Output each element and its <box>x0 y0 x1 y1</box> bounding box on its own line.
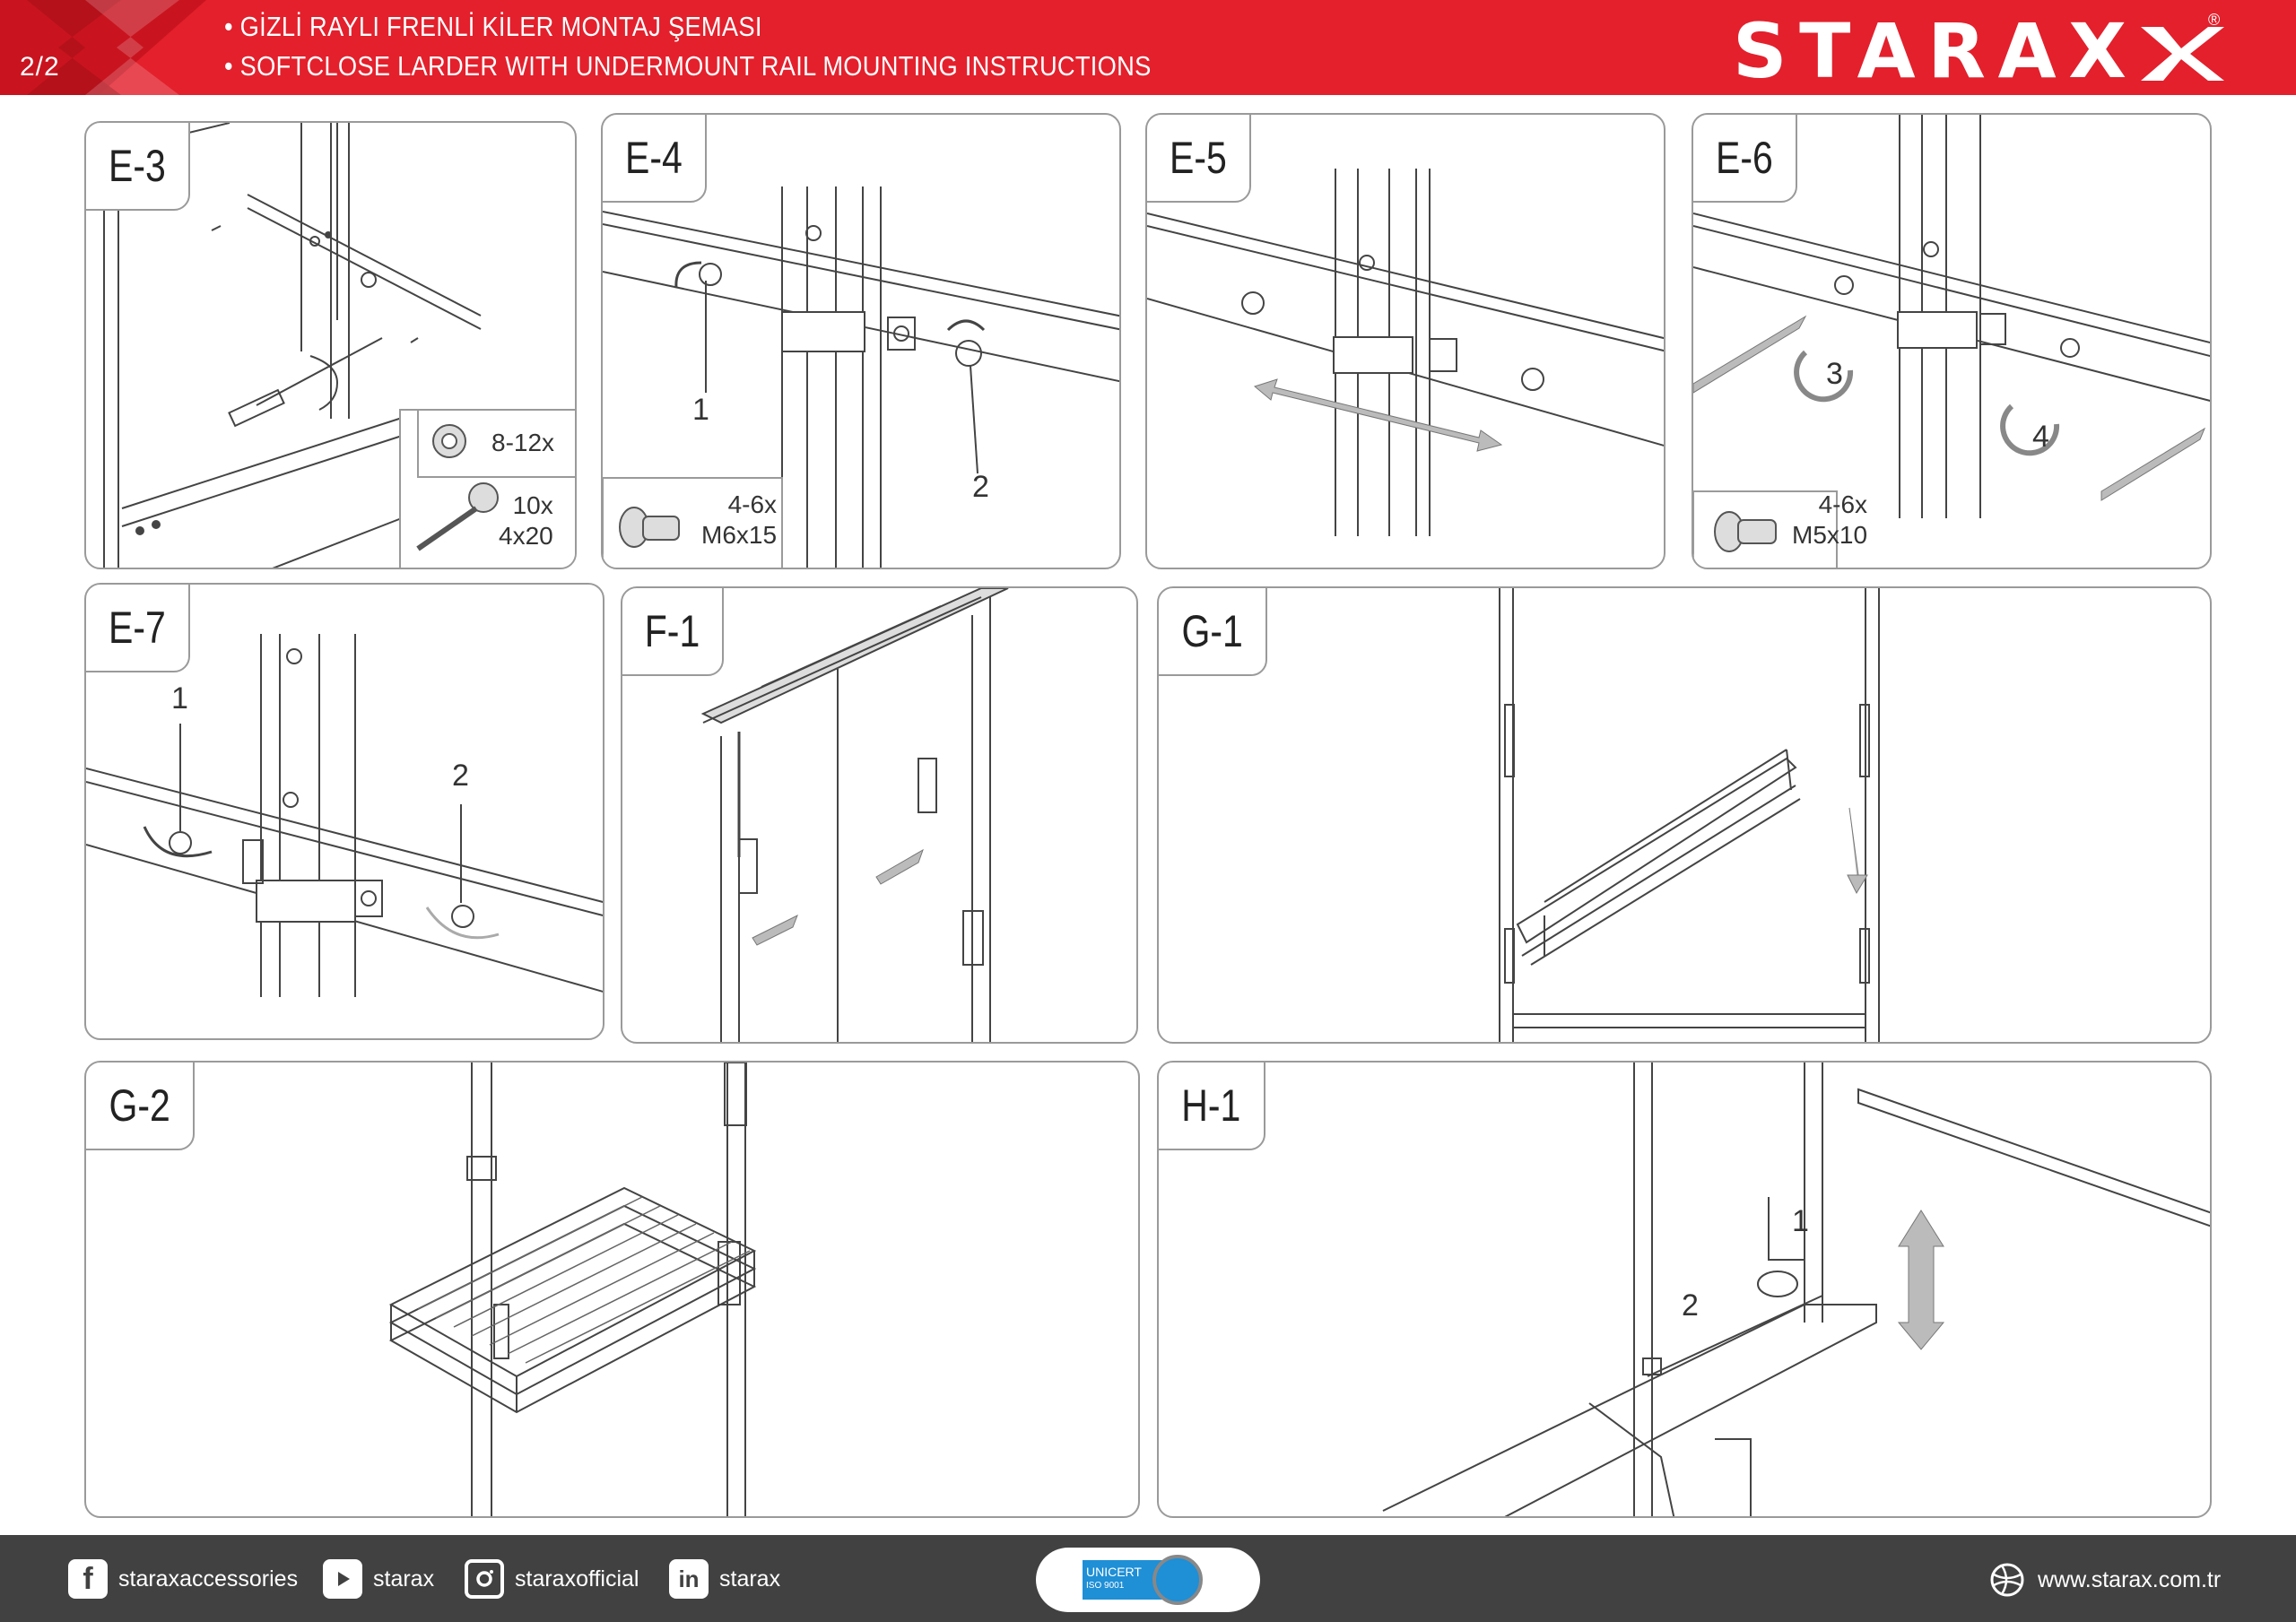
panel-h1 <box>1157 1061 2212 1518</box>
youtube-icon <box>323 1559 362 1599</box>
h1-step-2: 2 <box>1682 1288 1699 1323</box>
facebook-icon: f <box>68 1559 108 1599</box>
e3-washer-qty: 8-12x <box>491 429 555 456</box>
panel-label: E-3 <box>84 121 190 211</box>
panel-label: F-1 <box>621 586 724 676</box>
iso-certificate-badge <box>1036 1548 1260 1612</box>
panel-e3 <box>84 121 577 569</box>
title-turkish: • GİZLİ RAYLI FRENLİ KİLER MONTAJ ŞEMASI <box>224 11 762 42</box>
youtube-handle: starax <box>373 1566 435 1592</box>
e6-screw-spec: 4-6x M5x10 <box>1792 490 1868 549</box>
linkedin-link[interactable] <box>669 1558 780 1600</box>
panel-e5 <box>1145 113 1665 569</box>
e4-step-2: 2 <box>972 470 989 504</box>
cert-standard: ISO 9001 <box>1086 1581 1125 1591</box>
facebook-link[interactable] <box>68 1558 298 1600</box>
facebook-handle: staraxaccessories <box>118 1566 299 1592</box>
globe-icon <box>1989 1562 2025 1598</box>
panel-label: G-2 <box>84 1061 195 1150</box>
e3-screw-qty: 10x 4x20 <box>499 491 553 550</box>
instagram-icon <box>465 1559 504 1599</box>
panel-label: E-5 <box>1145 113 1251 203</box>
h1-step-1: 1 <box>1792 1204 1809 1238</box>
certificate-seal-icon <box>1152 1555 1203 1605</box>
e6-step-3: 3 <box>1826 357 1843 391</box>
panel-g1 <box>1157 586 2212 1044</box>
e4-screw-spec: 4-6x M6x15 <box>701 490 778 549</box>
panel-label: E-6 <box>1692 113 1797 203</box>
instagram-link[interactable] <box>465 1558 639 1600</box>
panel-label: H-1 <box>1157 1061 1265 1150</box>
panel-f1 <box>621 586 1138 1044</box>
panel-e6 <box>1692 113 2212 569</box>
header-bar <box>0 0 2296 95</box>
starax-logo <box>1733 18 2235 86</box>
panel-label: E-7 <box>84 583 190 672</box>
e4-step-1: 1 <box>692 393 709 427</box>
cert-name: UNICERT <box>1086 1565 1142 1579</box>
panel-e7 <box>84 583 604 1040</box>
panel-label: G-1 <box>1157 586 1267 676</box>
e6-step-4: 4 <box>2032 420 2049 454</box>
linkedin-handle: starax <box>719 1566 781 1592</box>
registered-mark: ® <box>2208 11 2221 29</box>
brand-text: STARAX <box>1733 18 2132 86</box>
panel-g2 <box>84 1061 1140 1518</box>
linkedin-icon: in <box>669 1559 709 1599</box>
youtube-link[interactable] <box>323 1558 434 1600</box>
page-number: 2/2 <box>20 52 60 82</box>
g2-illustration <box>86 1063 1140 1518</box>
g1-illustration <box>1159 588 2212 1044</box>
panel-label: E-4 <box>601 113 707 203</box>
instagram-handle: staraxofficial <box>515 1566 639 1592</box>
website-link[interactable] <box>1989 1562 2221 1598</box>
title-english: • SOFTCLOSE LARDER WITH UNDERMOUNT RAIL MOUNTING INSTRUCTIONS <box>224 50 1152 82</box>
e7-step-2: 2 <box>452 759 469 793</box>
panel-e4 <box>601 113 1121 569</box>
website-url: www.starax.com.tr <box>2038 1566 2222 1592</box>
e7-step-1: 1 <box>171 681 188 716</box>
